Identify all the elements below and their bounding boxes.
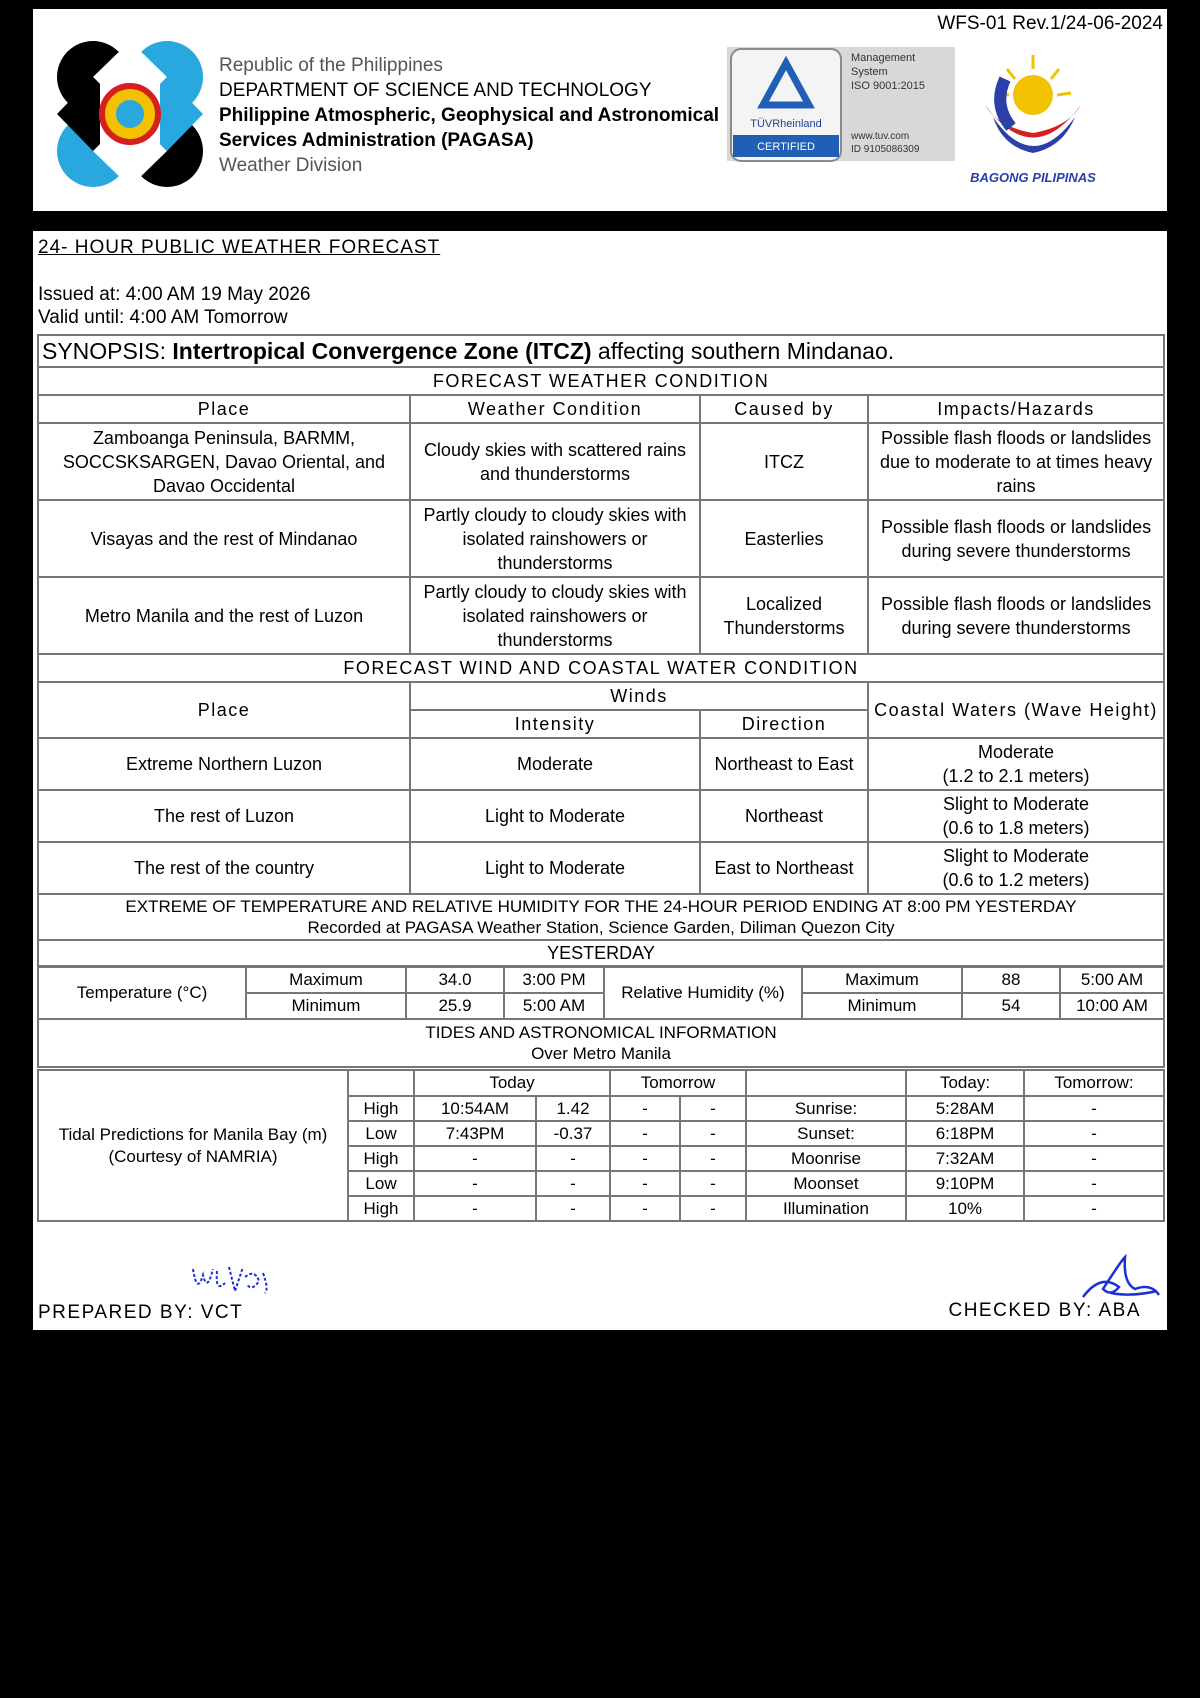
- bagong-pilipinas-logo-icon: [963, 35, 1103, 185]
- tide-today-time: -: [414, 1196, 536, 1221]
- agency-line-republic: Republic of the Philippines: [219, 55, 443, 76]
- bagong-pilipinas-text: BAGONG PILIPINAS: [970, 170, 1096, 185]
- tide-today-value: -0.37: [536, 1121, 610, 1146]
- tide-today-time: -: [414, 1171, 536, 1196]
- synopsis-label: SYNOPSIS:: [42, 338, 166, 364]
- weather-row: [38, 577, 1164, 654]
- svg-text:ISO 9001:2015: ISO 9001:2015: [851, 80, 926, 92]
- wind-place: The rest of Luzon: [38, 790, 410, 842]
- wind-coastal-height: (0.6 to 1.2 meters): [942, 870, 1090, 890]
- astro-label: Moonset: [746, 1171, 906, 1196]
- tides-subtitle: Over Metro Manila: [531, 1044, 671, 1063]
- astro-today: 9:10PM: [906, 1171, 1024, 1196]
- wind-header-direction: Direction: [700, 710, 868, 738]
- tide-tomorrow-time: -: [610, 1146, 680, 1171]
- astro-label: Illumination: [746, 1196, 906, 1221]
- wind-coastal-height: (1.2 to 2.1 meters): [942, 766, 1090, 786]
- tide-tomorrow-value: -: [680, 1146, 746, 1171]
- wind-direction: East to Northeast: [700, 842, 868, 894]
- astro-label: Moonrise: [746, 1146, 906, 1171]
- agency-line-pagasa-2: Services Administration (PAGASA): [219, 130, 534, 151]
- weather-impact: Possible flash floods or landslides due to moderate to at times heavy rains: [868, 423, 1164, 500]
- tide-type: Low: [348, 1121, 414, 1146]
- tide-tomorrow-time: -: [610, 1121, 680, 1146]
- astro-tomorrow: -: [1024, 1096, 1164, 1121]
- tide-tomorrow-value: -: [680, 1121, 746, 1146]
- tide-today-value: 1.42: [536, 1096, 610, 1121]
- weather-impact: Possible flash floods or landslides during severe thunderstorms: [868, 500, 1164, 577]
- wind-coastal-condition: Slight to Moderate: [942, 846, 1090, 866]
- weather-condition: Partly cloudy to cloudy skies with isolated rainshowers or thunderstorms: [410, 577, 700, 654]
- svg-text:Management: Management: [851, 52, 916, 64]
- humidity-label: Relative Humidity (%): [604, 967, 802, 1019]
- synopsis-system: Intertropical Convergence Zone (ITCZ): [172, 338, 592, 364]
- svg-text:TÜVRheinland: TÜVRheinland: [750, 118, 822, 130]
- agency-line-dost: DEPARTMENT OF SCIENCE AND TECHNOLOGY: [219, 80, 652, 101]
- svg-text:ID 9105086309: ID 9105086309: [851, 144, 920, 155]
- astro-tomorrow: -: [1024, 1121, 1164, 1146]
- tide-type: High: [348, 1146, 414, 1171]
- extreme-subtitle: Recorded at PAGASA Weather Station, Science Garden, Diliman Quezon City: [307, 918, 895, 937]
- wind-coastal: [868, 790, 1164, 842]
- tides-today-header: Today: [414, 1070, 610, 1096]
- weather-place: Zamboanga Peninsula, BARMM, SOCCSKSARGEN, Davao Oriental, and Davao Occidental: [38, 423, 410, 500]
- tidal-predictions-label: Tidal Predictions for Manila Bay (m) (Courtesy of NAMRIA): [38, 1070, 348, 1221]
- weather-row: [38, 423, 1164, 500]
- wind-intensity: Light to Moderate: [410, 790, 700, 842]
- astro-today: 5:28AM: [906, 1096, 1024, 1121]
- weather-section-title: FORECAST WEATHER CONDITION: [38, 367, 1164, 395]
- astro-tomorrow: -: [1024, 1171, 1164, 1196]
- weather-cause: Localized Thunderstorms: [700, 577, 868, 654]
- temperature-humidity-table: [37, 966, 1165, 1068]
- wind-coastal-condition: Slight to Moderate: [942, 794, 1090, 814]
- temp-max-time: 3:00 PM: [504, 967, 604, 993]
- wind-row: [38, 842, 1164, 894]
- tide-tomorrow-time: -: [610, 1096, 680, 1121]
- forecast-title: 24- HOUR PUBLIC WEATHER FORECAST: [38, 237, 441, 258]
- yesterday-label: YESTERDAY: [38, 940, 1164, 966]
- agency-line-pagasa-1: Philippine Atmospheric, Geophysical and Astronomical: [219, 105, 720, 126]
- weather-header-cause: Caused by: [700, 395, 868, 423]
- rh-max-time: 5:00 AM: [1060, 967, 1164, 993]
- tide-tomorrow-value: -: [680, 1171, 746, 1196]
- wind-coastal: [868, 738, 1164, 790]
- wind-header-intensity: Intensity: [410, 710, 700, 738]
- rh-max-label: Maximum: [802, 967, 962, 993]
- valid-until: Valid until: 4:00 AM Tomorrow: [38, 307, 288, 328]
- wind-place: Extreme Northern Luzon: [38, 738, 410, 790]
- astro-today: 6:18PM: [906, 1121, 1024, 1146]
- astro-tomorrow: -: [1024, 1146, 1164, 1171]
- wind-intensity: Moderate: [410, 738, 700, 790]
- tides-title: TIDES AND ASTRONOMICAL INFORMATION: [425, 1023, 777, 1042]
- forecast-table: [37, 334, 1165, 967]
- wind-row: [38, 790, 1164, 842]
- wind-section-title: FORECAST WIND AND COASTAL WATER CONDITION: [38, 654, 1164, 682]
- temp-max-value: 34.0: [406, 967, 504, 993]
- wind-coastal: [868, 842, 1164, 894]
- astro-tomorrow: -: [1024, 1196, 1164, 1221]
- weather-place: Visayas and the rest of Mindanao: [38, 500, 410, 577]
- tide-type: High: [348, 1096, 414, 1121]
- wind-place: The rest of the country: [38, 842, 410, 894]
- astro-today-header: Today:: [906, 1070, 1024, 1096]
- temp-min-time: 5:00 AM: [504, 993, 604, 1019]
- prepared-by: PREPARED BY: VCT: [38, 1302, 244, 1323]
- weather-header-place: Place: [38, 395, 410, 423]
- issued-at: Issued at: 4:00 AM 19 May 2026: [38, 284, 311, 305]
- form-number: WFS-01 Rev.1/24-06-2024: [937, 13, 1163, 34]
- weather-row: [38, 500, 1164, 577]
- agency-block: [219, 53, 719, 178]
- tide-today-value: -: [536, 1171, 610, 1196]
- rh-min-label: Minimum: [802, 993, 962, 1019]
- checker-signature-icon: [1081, 1253, 1161, 1303]
- checked-by: CHECKED BY: ABA: [948, 1300, 1141, 1321]
- tide-today-time: 7:43PM: [414, 1121, 536, 1146]
- astro-label: Sunset:: [746, 1121, 906, 1146]
- weather-header-condition: Weather Condition: [410, 395, 700, 423]
- weather-impact: Possible flash floods or landslides during severe thunderstorms: [868, 577, 1164, 654]
- tide-type: Low: [348, 1171, 414, 1196]
- agency-line-division: Weather Division: [219, 155, 363, 176]
- wind-row: [38, 738, 1164, 790]
- extreme-title: EXTREME OF TEMPERATURE AND RELATIVE HUMIDITY FOR THE 24-HOUR PERIOD ENDING AT 8:00 PM YESTERDAY: [125, 897, 1077, 916]
- tide-tomorrow-time: -: [610, 1171, 680, 1196]
- wind-direction: Northeast: [700, 790, 868, 842]
- wind-coastal-height: (0.6 to 1.8 meters): [942, 818, 1090, 838]
- synopsis: [38, 335, 1164, 367]
- tuv-certified-icon: [727, 45, 955, 163]
- weather-header-impact: Impacts/Hazards: [868, 395, 1164, 423]
- extreme-header: [38, 894, 1164, 940]
- document-header: [33, 9, 1167, 211]
- tides-tomorrow-header: Tomorrow: [610, 1070, 746, 1096]
- preparer-signature-icon: [189, 1259, 273, 1299]
- issue-block: [38, 283, 311, 329]
- svg-text:www.tuv.com: www.tuv.com: [851, 131, 910, 142]
- pagasa-logo-icon: [55, 39, 205, 189]
- tide-today-value: -: [536, 1196, 610, 1221]
- astro-label: Sunrise:: [746, 1096, 906, 1121]
- rh-min-value: 54: [962, 993, 1060, 1019]
- rh-max-value: 88: [962, 967, 1060, 993]
- temperature-label: Temperature (°C): [38, 967, 246, 1019]
- wind-coastal-condition: Moderate: [977, 742, 1055, 762]
- tide-today-time: 10:54AM: [414, 1096, 536, 1121]
- wind-header-winds: Winds: [410, 682, 868, 710]
- wind-direction: Northeast to East: [700, 738, 868, 790]
- tide-today-value: -: [536, 1146, 610, 1171]
- tide-tomorrow-time: -: [610, 1196, 680, 1221]
- wind-header-coastal: Coastal Waters (Wave Height): [868, 682, 1164, 738]
- svg-text:System: System: [851, 66, 888, 78]
- svg-text:CERTIFIED: CERTIFIED: [757, 141, 815, 153]
- tides-header: [38, 1019, 1164, 1067]
- temp-min-value: 25.9: [406, 993, 504, 1019]
- synopsis-text: affecting southern Mindanao.: [591, 338, 895, 364]
- tides-astronomy-table: [37, 1069, 1165, 1222]
- weather-place: Metro Manila and the rest of Luzon: [38, 577, 410, 654]
- tide-type: High: [348, 1196, 414, 1221]
- astro-tomorrow-header: Tomorrow:: [1024, 1070, 1164, 1096]
- weather-condition: Cloudy skies with scattered rains and thunderstorms: [410, 423, 700, 500]
- astro-today: 7:32AM: [906, 1146, 1024, 1171]
- astro-label-header: [746, 1070, 906, 1096]
- temp-max-label: Maximum: [246, 967, 406, 993]
- tide-tomorrow-value: -: [680, 1096, 746, 1121]
- weather-cause: ITCZ: [700, 423, 868, 500]
- wind-intensity: Light to Moderate: [410, 842, 700, 894]
- forecast-sheet: [33, 231, 1167, 1330]
- tide-type-header: [348, 1070, 414, 1096]
- weather-cause: Easterlies: [700, 500, 868, 577]
- tide-tomorrow-value: -: [680, 1196, 746, 1221]
- rh-min-time: 10:00 AM: [1060, 993, 1164, 1019]
- temp-min-label: Minimum: [246, 993, 406, 1019]
- tide-today-time: -: [414, 1146, 536, 1171]
- astro-today: 10%: [906, 1196, 1024, 1221]
- weather-condition: Partly cloudy to cloudy skies with isolated rainshowers or thunderstorms: [410, 500, 700, 577]
- wind-header-place: Place: [38, 682, 410, 738]
